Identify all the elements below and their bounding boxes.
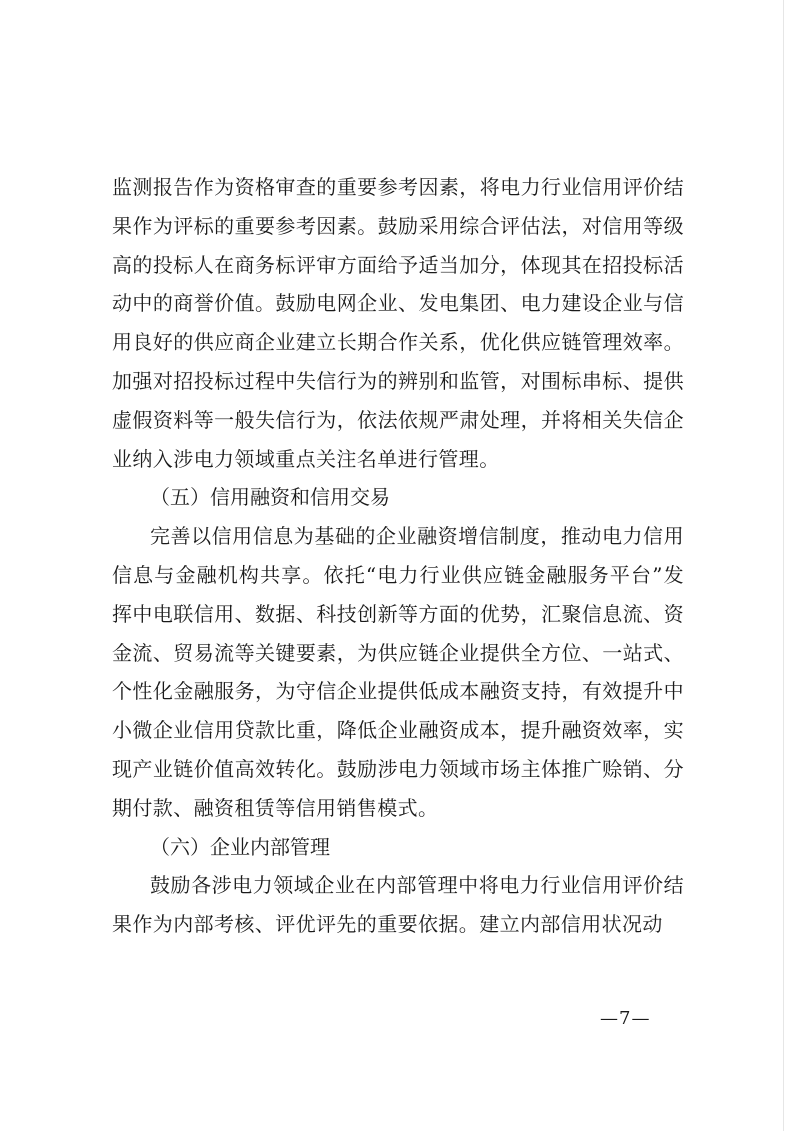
section-heading-internal-management: （六）企业内部管理 — [150, 834, 330, 859]
scan-edge-line — [783, 0, 784, 1131]
paragraph-bidding-continued: 监测报告作为资格审查的重要参考因素，将电力行业信用评价结果作为评标的重要参考因素。鼓励采用综合评估法，对信用等级高的投标人在商务标评审方面给予适当加分，体现其在招投标活动中的商誉价值。鼓励电网企业、发电集团、电力建设企业与信用良好的供应商企业建立长期合作关系，优化供应链管理效率。加强对招投标过程中失信行为的辨别和监管，对围标串标、提供虚假资料等一般失信行为，依法依规严肃处理，并将相关失信企业纳入涉电力领域重点关注名单进行管理。 — [112, 175, 684, 471]
paragraph-internal-management: 鼓励各涉电力领域企业在内部管理中将电力行业信用评价结果作为内部考核、评优评先的重要依据。建立内部信用状况动 — [112, 873, 684, 937]
page-number: —7— — [600, 1008, 651, 1029]
document-body — [112, 168, 684, 944]
section-heading-credit-financing: （五）信用融资和信用交易 — [150, 485, 390, 510]
paragraph-credit-financing: 完善以信用信息为基础的企业融资增信制度，推动电力信用信息与金融机构共享。依托“电力行业供应链金融服务平台”发挥中电联信用、数据、科技创新等方面的优势，汇聚信息流、资金流、贸易流等关键要素，为供应链企业提供全方位、一站式、个性化金融服务，为守信企业提供低成本融资支持，有效提升中小微企业信用贷款比重，降低企业融资成本，提升融资效率，实现产业链价值高效转化。鼓励涉电力领域市场主体推广赊销、分期付款、融资租赁等信用销售模式。 — [112, 524, 684, 820]
